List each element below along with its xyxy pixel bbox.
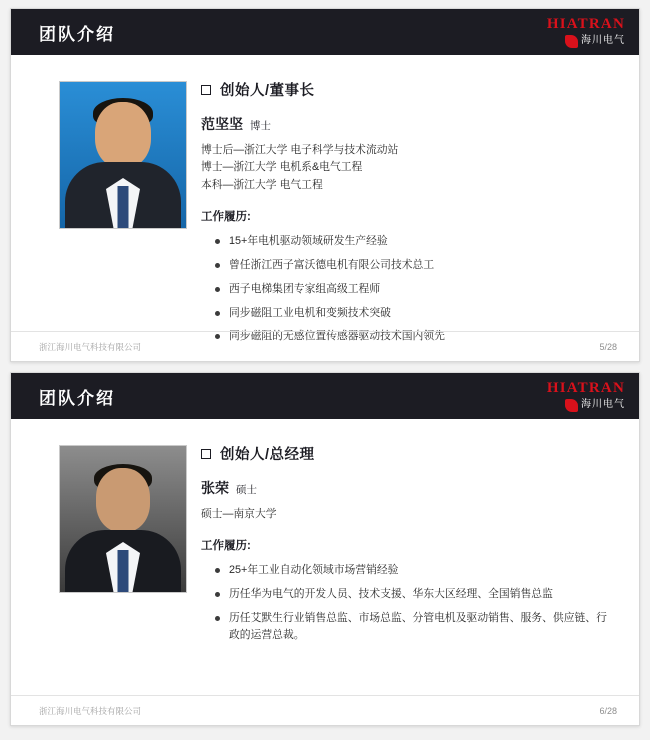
experience-list <box>201 233 613 345</box>
list-item: 西子电梯集团专家组高级工程师 <box>215 281 613 298</box>
list-item: 曾任浙江西子富沃德电机有限公司技术总工 <box>215 257 613 274</box>
list-item: 历任艾默生行业销售总监、市场总监、分管电机及驱动销售、服务、供应链、行政的运营总裁。 <box>215 610 613 643</box>
list-item: 25+年工业自动化领域市场营销经验 <box>215 562 613 579</box>
education-list <box>201 142 613 194</box>
footer-page-number: 6/28 <box>599 705 617 716</box>
slide-2[interactable] <box>10 372 640 726</box>
portrait-head <box>96 468 150 532</box>
list-item: 15+年电机驱动领域研发生产经验 <box>215 233 613 250</box>
text-column <box>187 77 613 343</box>
logo-mark-icon <box>565 35 578 48</box>
list-item: 历任华为电气的开发人员、技术支援、华东大区经理、全国销售总监 <box>215 586 613 603</box>
footer-page-number: 5/28 <box>599 341 617 352</box>
portrait-photo <box>59 445 187 593</box>
slide-body <box>11 419 639 695</box>
logo-sub <box>565 399 625 412</box>
portrait-tie <box>118 186 129 228</box>
portrait-photo <box>59 81 187 229</box>
portrait-tie <box>118 550 129 592</box>
photo-column <box>37 77 187 331</box>
experience-label: 工作履历: <box>201 540 251 553</box>
role-heading <box>201 79 613 100</box>
portrait-head <box>95 102 151 168</box>
logo-wordmark: HIATRAN <box>546 379 625 396</box>
list-item: 硕士—南京大学 <box>201 508 277 520</box>
logo-chinese-name: 海川电气 <box>581 35 625 46</box>
slide-header <box>11 9 639 55</box>
logo-sub <box>565 35 625 48</box>
square-bullet-icon <box>201 449 211 459</box>
person-name-line <box>201 114 613 134</box>
page-title: 团队介绍 <box>39 388 115 408</box>
company-logo <box>547 17 625 48</box>
list-item: 博士后—浙江大学 电子科学与技术流动站 <box>201 144 399 156</box>
footer-company: 浙江海川电气科技有限公司 <box>39 341 142 352</box>
slide-footer <box>11 695 639 725</box>
role-label: 创始人/总经理 <box>220 447 315 463</box>
slide-footer <box>11 331 639 361</box>
logo-wordmark: HIATRAN <box>546 15 625 32</box>
person-name: 范坚坚 <box>201 116 243 132</box>
experience-label: 工作履历: <box>201 211 251 224</box>
list-item: 本科—浙江大学 电气工程 <box>201 178 323 191</box>
person-degree: 硕士 <box>236 484 257 496</box>
slide-header <box>11 373 639 419</box>
list-item: 同步磁阻的无感位置传感器驱动技术国内领先 <box>215 328 613 345</box>
slide-body <box>11 55 639 343</box>
education-list <box>201 506 613 523</box>
person-name-line <box>201 478 613 498</box>
list-item: 博士—浙江大学 电机系&电气工程 <box>201 161 363 174</box>
logo-mark-icon <box>565 399 578 412</box>
page-title: 团队介绍 <box>39 24 115 44</box>
person-name: 张荣 <box>201 480 229 496</box>
logo-chinese-name: 海川电气 <box>581 399 625 410</box>
list-item: 同步磁阻工业电机和变频技术突破 <box>215 305 613 322</box>
footer-company: 浙江海川电气科技有限公司 <box>39 705 142 716</box>
role-label: 创始人/董事长 <box>220 83 315 99</box>
text-column <box>187 441 613 695</box>
slide-1[interactable] <box>10 8 640 362</box>
photo-column <box>37 441 187 695</box>
role-heading <box>201 443 613 464</box>
square-bullet-icon <box>201 85 211 95</box>
experience-list <box>201 562 613 643</box>
company-logo <box>547 381 625 412</box>
person-degree: 博士 <box>250 120 271 132</box>
